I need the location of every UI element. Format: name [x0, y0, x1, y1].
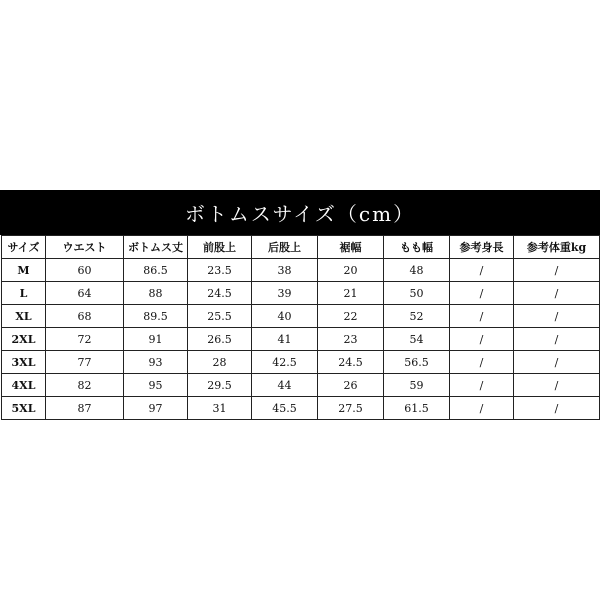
cell-ref-height: / [450, 328, 514, 351]
column-header-size: サイズ [2, 236, 46, 259]
cell-size: 2XL [2, 328, 46, 351]
column-header-front-rise: 前股上 [188, 236, 252, 259]
cell-front-rise: 25.5 [188, 305, 252, 328]
cell-back-rise: 44 [252, 374, 318, 397]
table-row [2, 351, 600, 374]
cell-length: 86.5 [124, 259, 188, 282]
cell-thigh-width: 54 [384, 328, 450, 351]
table-body [2, 259, 600, 420]
cell-ref-weight: / [514, 374, 600, 397]
cell-back-rise: 42.5 [252, 351, 318, 374]
cell-thigh-width: 52 [384, 305, 450, 328]
cell-hem-width: 23 [318, 328, 384, 351]
cell-back-rise: 41 [252, 328, 318, 351]
cell-back-rise: 38 [252, 259, 318, 282]
cell-thigh-width: 59 [384, 374, 450, 397]
cell-front-rise: 26.5 [188, 328, 252, 351]
cell-length: 93 [124, 351, 188, 374]
cell-back-rise: 45.5 [252, 397, 318, 420]
cell-front-rise: 31 [188, 397, 252, 420]
cell-thigh-width: 50 [384, 282, 450, 305]
cell-hem-width: 21 [318, 282, 384, 305]
cell-ref-height: / [450, 259, 514, 282]
cell-size: 3XL [2, 351, 46, 374]
cell-waist: 72 [46, 328, 124, 351]
cell-ref-weight: / [514, 351, 600, 374]
cell-waist: 82 [46, 374, 124, 397]
cell-length: 97 [124, 397, 188, 420]
cell-size: 5XL [2, 397, 46, 420]
cell-waist: 68 [46, 305, 124, 328]
cell-waist: 60 [46, 259, 124, 282]
column-header-waist: ウエスト [46, 236, 124, 259]
cell-length: 95 [124, 374, 188, 397]
page-title: ボトムスサイズ（cm） [184, 202, 416, 226]
column-header-ref-height: 参考身長 [450, 236, 514, 259]
cell-thigh-width: 61.5 [384, 397, 450, 420]
table-row [2, 259, 600, 282]
header-row [2, 236, 600, 259]
cell-hem-width: 22 [318, 305, 384, 328]
cell-size: 4XL [2, 374, 46, 397]
size-table [1, 235, 600, 420]
cell-ref-height: / [450, 305, 514, 328]
cell-waist: 87 [46, 397, 124, 420]
table-header [2, 236, 600, 259]
cell-hem-width: 24.5 [318, 351, 384, 374]
table-row [2, 397, 600, 420]
table-row [2, 328, 600, 351]
cell-front-rise: 23.5 [188, 259, 252, 282]
cell-back-rise: 39 [252, 282, 318, 305]
cell-ref-weight: / [514, 282, 600, 305]
cell-front-rise: 24.5 [188, 282, 252, 305]
cell-thigh-width: 48 [384, 259, 450, 282]
cell-ref-weight: / [514, 397, 600, 420]
cell-hem-width: 27.5 [318, 397, 384, 420]
cell-front-rise: 28 [188, 351, 252, 374]
cell-ref-height: / [450, 282, 514, 305]
cell-waist: 77 [46, 351, 124, 374]
cell-ref-height: / [450, 397, 514, 420]
table-row [2, 282, 600, 305]
cell-ref-weight: / [514, 259, 600, 282]
cell-ref-height: / [450, 374, 514, 397]
cell-length: 91 [124, 328, 188, 351]
cell-front-rise: 29.5 [188, 374, 252, 397]
cell-ref-weight: / [514, 305, 600, 328]
column-header-thigh-width: もも幅 [384, 236, 450, 259]
cell-hem-width: 20 [318, 259, 384, 282]
cell-size: XL [2, 305, 46, 328]
cell-back-rise: 40 [252, 305, 318, 328]
column-header-ref-weight: 参考体重kg [514, 236, 600, 259]
column-header-back-rise: 后股上 [252, 236, 318, 259]
table-row [2, 305, 600, 328]
column-header-length: ボトムス丈 [124, 236, 188, 259]
cell-length: 89.5 [124, 305, 188, 328]
cell-size: L [2, 282, 46, 305]
table-row [2, 374, 600, 397]
cell-ref-height: / [450, 351, 514, 374]
cell-waist: 64 [46, 282, 124, 305]
cell-length: 88 [124, 282, 188, 305]
cell-thigh-width: 56.5 [384, 351, 450, 374]
column-header-hem-width: 裾幅 [318, 236, 384, 259]
cell-hem-width: 26 [318, 374, 384, 397]
title-banner [0, 190, 600, 235]
cell-ref-weight: / [514, 328, 600, 351]
cell-size: M [2, 259, 46, 282]
